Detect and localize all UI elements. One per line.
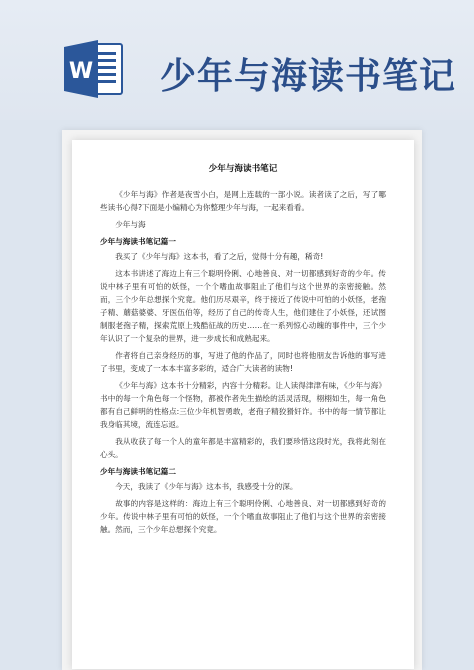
section-heading: 少年与海读书笔记篇一 bbox=[100, 237, 176, 246]
paragraph: 少年与海 bbox=[115, 220, 146, 229]
paragraph: 今天，我读了《少年与海》这本书，我感受十分的深。 bbox=[115, 482, 298, 491]
section-heading: 少年与海读书笔记篇二 bbox=[100, 467, 176, 476]
banner bbox=[0, 0, 474, 120]
document-page bbox=[72, 140, 414, 669]
paragraph: 《少年与海》这本书十分精彩，内容十分精彩。让人读得津津有味，《少年与海》书中的每一个角色每一个怪物，都被作者先生描绘的活灵活现，栩栩如生，每一角色都有自己鲜明的性格点:三位少年机智勇敢，老孢子精狡猾奸诈。书中的每一情节都让我身临其境，流连忘返。 bbox=[100, 381, 386, 429]
paragraph: 这本书讲述了海边上有三个聪明伶俐、心地善良、对一切都感到好奇的少年。传说中林子里有可怕的妖怪，一个个嗜血故事阻止了他们与这个世界的亲密接触。然而，三个少年总想探个究竟。他们历尽艰辛，终于接近了传说中可怕的小妖怪，老孢子精、蘑菇婆婆、牙医伍伯等，经历了自己的传奇人生，他们建住了小妖怪，还试图制服老孢子精，探索荒原上残酷征战的历史……在一系列惊心动魄的事件中，三个少年认识了一个复杂的世界，进一步成长和成熟起来。 bbox=[100, 269, 386, 343]
paragraph: 故事的内容是这样的：海边上有三个聪明伶俐、心地善良、对一切都感到好奇的少年。传说中林子里有可怕的妖怪，一个个嗜血故事阻止了他们与这个世界的亲密接触。然而，三个少年总想探个究竟。 bbox=[100, 499, 386, 534]
document-title: 少年与海读书笔记 bbox=[208, 164, 278, 174]
word-document-icon bbox=[62, 38, 126, 100]
document-body bbox=[100, 188, 386, 536]
paragraph: 作者将自己亲身经历的事，写进了他的作品了，同时也将他朋友告诉他的事写进了书里，变成了一本本丰富多彩的，适合广大读者的读物! bbox=[100, 351, 386, 373]
paragraph: 我买了《少年与海》这本书，看了之后，觉得十分有趣，稀奇! bbox=[115, 252, 324, 261]
word-icon-letter: W bbox=[68, 59, 94, 84]
paragraph: 《少年与海》作者是夜雪小白，是网上连载的一部小说。读者读了之后，写了哪些读书心得?下面是小编精心为你整理少年与海，一起来看看。 bbox=[100, 190, 386, 212]
paragraph: 我从收获了每一个人的童年都是丰富精彩的，我们要珍惜这段时光，我将此刻在心头。 bbox=[100, 437, 386, 459]
banner-title: 少年与海读书笔记 bbox=[160, 55, 457, 97]
